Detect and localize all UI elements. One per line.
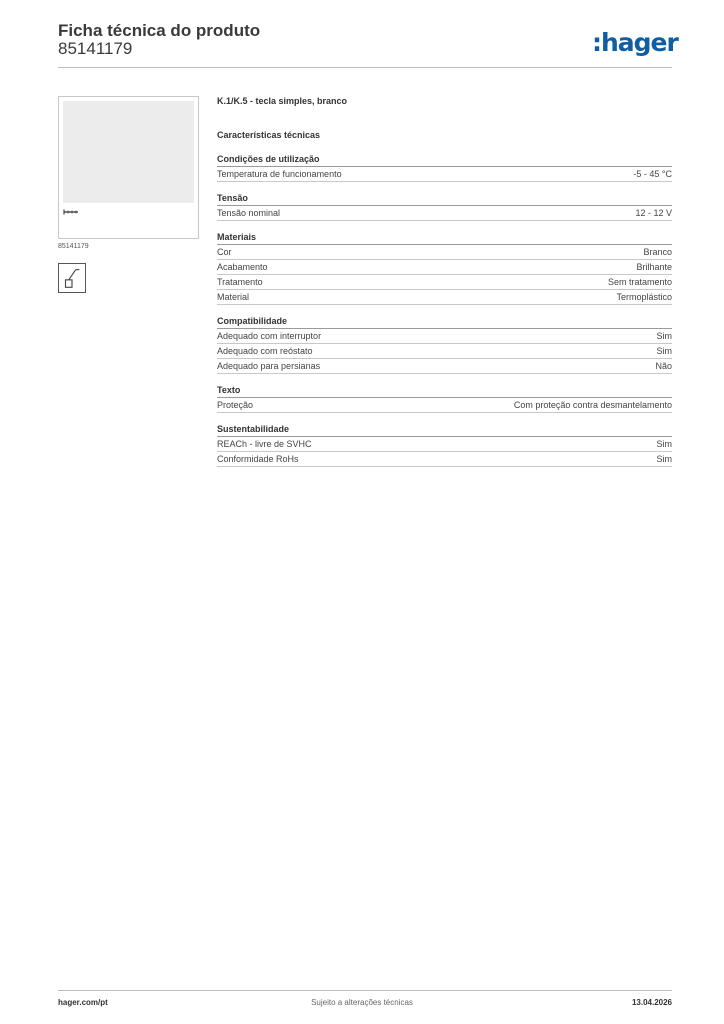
spec-label: Material [217, 291, 250, 302]
spec-value: Termoplástico [616, 291, 672, 302]
spec-row [217, 245, 672, 260]
spec-section [217, 315, 672, 374]
spec-row [217, 329, 672, 344]
spec-section [217, 231, 672, 305]
section-title: Condições de utilização [217, 153, 672, 167]
spec-row [217, 167, 672, 182]
spec-label: Tensão nominal [217, 207, 281, 218]
spec-section [217, 384, 672, 413]
footer-website[interactable]: hager.com/pt [58, 998, 108, 1007]
product-image [58, 96, 199, 239]
product-code: 85141179 [58, 39, 133, 58]
spec-section [217, 192, 672, 221]
spec-row [217, 437, 672, 452]
section-title: Materiais [217, 231, 672, 245]
switch-symbol-icon [58, 263, 86, 293]
spec-label: Temperatura de funcionamento [217, 168, 342, 179]
spec-label: Cor [217, 246, 232, 257]
spec-value: Sim [656, 345, 672, 356]
header-divider [58, 67, 672, 68]
spec-value: Sem tratamento [607, 276, 672, 287]
spec-row [217, 260, 672, 275]
tech-heading: Características técnicas [217, 130, 321, 140]
spec-sections [217, 153, 672, 467]
spec-value: 12 - 12 V [635, 207, 672, 218]
product-name: K.1/K.5 - tecla simples, branco [217, 96, 348, 106]
section-title: Sustentabilidade [217, 423, 672, 437]
spec-value: Com proteção contra desmantelamento [513, 399, 672, 410]
spec-row [217, 398, 672, 413]
spec-value: Não [655, 360, 672, 371]
spec-value: Sim [656, 438, 672, 449]
spec-label: Conformidade RoHs [217, 453, 299, 464]
dimension-icon [63, 209, 79, 215]
spec-value: Sim [656, 453, 672, 464]
spec-value: Sim [656, 330, 672, 341]
logo-text: :hager [592, 28, 678, 57]
section-title: Tensão [217, 192, 672, 206]
spec-value: Branco [643, 246, 672, 257]
footer-note: Sujeito a alterações técnicas [311, 998, 413, 1007]
image-caption: 85141179 [58, 243, 89, 250]
spec-label: Acabamento [217, 261, 268, 272]
page-title: Ficha técnica do produto [58, 21, 261, 40]
footer-date: 13.04.2026 [631, 998, 672, 1007]
product-image-placeholder [63, 101, 194, 203]
spec-section [217, 153, 672, 182]
section-title: Compatibilidade [217, 315, 672, 329]
spec-value: Brilhante [636, 261, 672, 272]
spec-row [217, 359, 672, 374]
spec-label: Adequado com interruptor [217, 330, 322, 341]
hager-logo[interactable] [592, 28, 676, 58]
spec-label: Adequado para persianas [217, 360, 321, 371]
spec-section [217, 423, 672, 467]
spec-label: Adequado com reóstato [217, 345, 313, 356]
spec-row [217, 206, 672, 221]
footer-divider [58, 990, 672, 991]
spec-value: -5 - 45 °C [633, 168, 672, 179]
spec-content [217, 95, 672, 467]
section-title: Texto [217, 384, 672, 398]
spec-row [217, 290, 672, 305]
spec-row [217, 344, 672, 359]
spec-row [217, 275, 672, 290]
spec-label: Tratamento [217, 276, 263, 287]
spec-row [217, 452, 672, 467]
spec-label: REACh - livre de SVHC [217, 438, 312, 449]
spec-label: Proteção [217, 399, 254, 410]
